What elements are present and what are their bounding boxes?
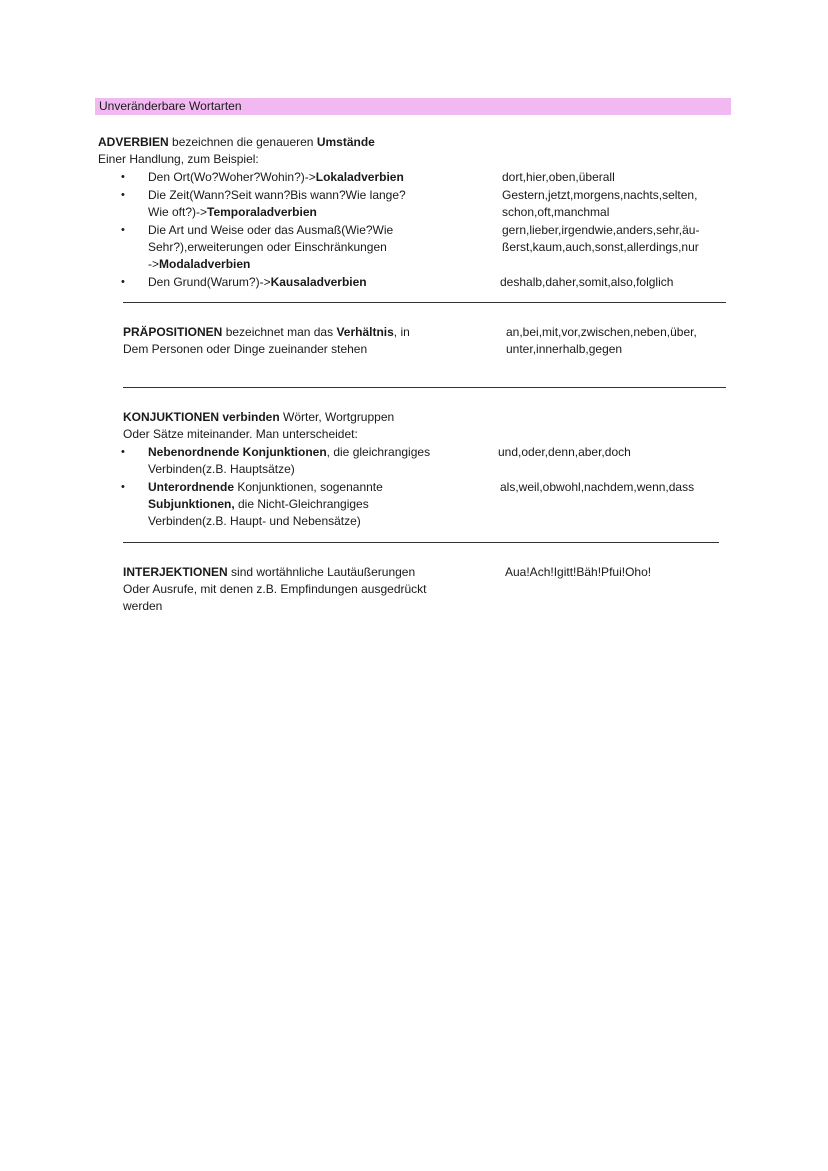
praepositionen-example: an,bei,mit,vor,zwischen,neben,über,	[506, 325, 697, 339]
adverb-item-ort: Den Ort(Wo?Woher?Wohin?)->Lokaladverbien	[148, 170, 404, 184]
konj-item-unterordnend-cont2: Verbinden(z.B. Haupt- und Nebensätze)	[148, 514, 361, 528]
praepositionen-line2: Dem Personen oder Dinge zueinander stehen	[123, 342, 368, 356]
interjektionen-heading: INTERJEKTIONEN sind wortähnliche Lautäußerungen	[123, 565, 416, 579]
praepositionen-example-cont: unter,innerhalb,gegen	[506, 342, 623, 356]
adverbien-intro: Einer Handlung, zum Beispiel:	[98, 152, 259, 166]
bullet: •	[121, 224, 125, 236]
adverbien-heading: ADVERBIEN bezeichnen die genaueren Umstände	[98, 135, 375, 149]
adverb-item-art-cont: Sehr?),erweiterungen oder Einschränkungen	[148, 240, 387, 254]
divider	[123, 387, 726, 388]
title-bar	[95, 98, 731, 115]
bullet: •	[121, 446, 125, 458]
konj-item-unterordnend-cont: Subjunktionen, die Nicht-Gleichrangiges	[148, 497, 369, 511]
konj-item-unterordnend: Unterordnende Konjunktionen, sogenannte	[148, 480, 383, 494]
konj-example-nebenordnend: und,oder,denn,aber,doch	[498, 445, 631, 459]
adverb-item-grund: Den Grund(Warum?)->Kausaladverbien	[148, 275, 367, 289]
adverb-example-art-cont: ßerst,kaum,auch,sonst,allerdings,nur	[502, 240, 699, 254]
praepositionen-heading: PRÄPOSITIONEN bezeichnet man das Verhältnis, in	[123, 325, 410, 339]
interjektionen-line2: Oder Ausrufe, mit denen z.B. Empfindungen ausgedrückt	[123, 582, 427, 596]
divider	[123, 542, 719, 543]
konjunktionen-heading: KONJUKTIONEN verbinden Wörter, Wortgruppen	[123, 410, 395, 424]
adverb-example-ort: dort,hier,oben,überall	[502, 170, 615, 184]
adverb-item-art-cont2: ->Modaladverbien	[148, 257, 251, 271]
interjektionen-line3: werden	[123, 599, 163, 613]
konj-item-nebenordnend-cont: Verbinden(z.B. Hauptsätze)	[148, 462, 295, 476]
interjektionen-example: Aua!Ach!Igitt!Bäh!Pfui!Oho!	[505, 565, 652, 579]
bullet: •	[121, 276, 125, 288]
adverb-example-zeit: Gestern,jetzt,morgens,nachts,selten,	[502, 188, 698, 202]
bullet: •	[121, 481, 125, 493]
page-title: Unveränderbare Wortarten	[99, 99, 242, 113]
divider	[123, 302, 726, 303]
adverb-item-zeit: Die Zeit(Wann?Seit wann?Bis wann?Wie lange?	[148, 188, 406, 202]
adverb-item-art: Die Art und Weise oder das Ausmaß(Wie?Wie	[148, 223, 394, 237]
konj-item-nebenordnend: Nebenordnende Konjunktionen, die gleichrangiges	[148, 445, 431, 459]
konj-example-unterordnend: als,weil,obwohl,nachdem,wenn,dass	[500, 480, 695, 494]
adverb-example-zeit-cont: schon,oft,manchmal	[502, 205, 610, 219]
adverb-example-grund: deshalb,daher,somit,also,folglich	[500, 275, 674, 289]
bullet: •	[121, 171, 125, 183]
konjunktionen-intro: Oder Sätze miteinander. Man unterscheidet:	[123, 427, 358, 441]
bullet: •	[121, 189, 125, 201]
adverb-example-art: gern,lieber,irgendwie,anders,sehr,äu-	[502, 223, 700, 237]
adverb-item-zeit-cont: Wie oft?)->Temporaladverbien	[148, 205, 317, 219]
